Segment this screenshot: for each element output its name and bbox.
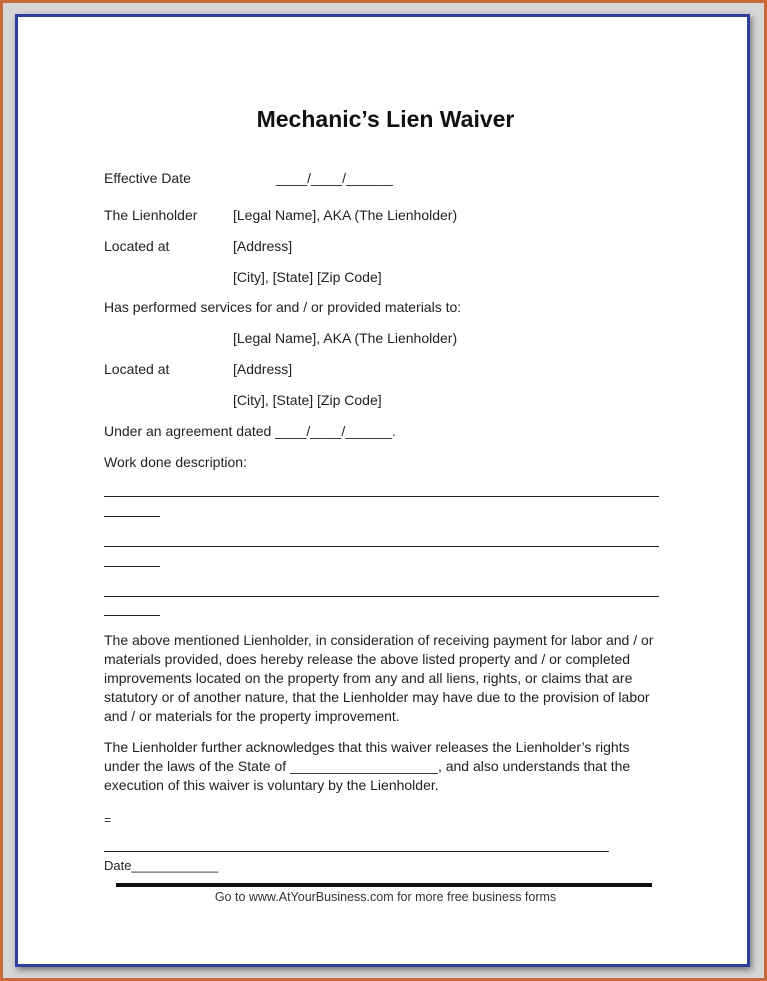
date-label[interactable]: Date____________ (104, 858, 219, 873)
work-description-line[interactable] (104, 546, 659, 547)
page-title: Mechanic’s Lien Waiver (256, 106, 515, 132)
footer-divider (116, 883, 652, 887)
work-description-line[interactable] (104, 516, 160, 517)
city-state-zip-2[interactable]: [City], [State] [Zip Code] (233, 392, 382, 408)
located-at-label-1: Located at (104, 238, 170, 254)
lienholder-label: The Lienholder (104, 207, 198, 223)
work-description-line[interactable] (104, 496, 659, 497)
equals-mark: = (104, 813, 112, 827)
work-description-line[interactable] (104, 596, 659, 597)
signature-line[interactable] (104, 851, 609, 852)
effective-date-value[interactable]: ____/____/______ (276, 170, 393, 186)
release-paragraph: The above mentioned Lienholder, in consideration of receiving payment for labor and / or materials provided, does hereby release the above listed property and / or completed improvements located on the property from any and all liens, rights, or claims that are statutory or of another nature, that the Lienholder may have due to the provision of labor and / or materials for the property improvement. (104, 632, 654, 724)
lienholder-value[interactable]: [Legal Name], AKA (The Lienholder) (233, 207, 458, 223)
services-sentence: Has performed services for and / or provided materials to: (104, 299, 462, 315)
acknowledge-paragraph: The Lienholder further acknowledges that this waiver releases the Lienholder’s rights under the laws of the State of ___________________, and also understands that the execution of this waiver is voluntary by the Lienholder. (104, 739, 631, 793)
located-at-label-2: Located at (104, 361, 170, 377)
city-state-zip-1[interactable]: [City], [State] [Zip Code] (233, 269, 382, 285)
address-1[interactable]: [Address] (233, 238, 293, 254)
address-2[interactable]: [Address] (233, 361, 293, 377)
agreement-sentence: Under an agreement dated ____/____/______. (104, 423, 396, 439)
recipient-value[interactable]: [Legal Name], AKA (The Lienholder) (233, 330, 458, 346)
effective-date-label: Effective Date (104, 170, 191, 186)
footer-text[interactable]: Go to www.AtYourBusiness.com for more free business forms (214, 890, 557, 904)
document-page (15, 14, 750, 967)
work-description-line[interactable] (104, 566, 160, 567)
work-description-line[interactable] (104, 615, 160, 616)
work-description-label: Work done description: (104, 454, 247, 470)
